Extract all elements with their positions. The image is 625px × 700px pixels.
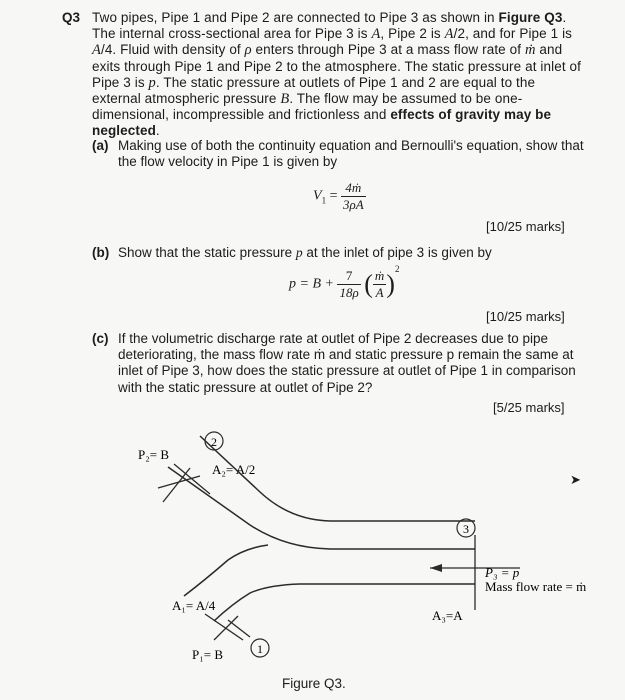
p1-label: P₁= B [192, 647, 224, 662]
intro-text: . The flow may be assumed to be one-dimensional, incompressible and frictionless and [92, 91, 523, 123]
eq-b-right-paren: ) [386, 269, 395, 299]
eq-a-numerator: 4ṁ [341, 180, 366, 197]
figure-caption: Figure Q3. [282, 676, 346, 691]
var-b: B [280, 91, 290, 108]
mouse-cursor-icon: ➤ [570, 472, 581, 487]
pipe2-section-cross [174, 464, 210, 494]
mass-flow-label: Mass flow rate = ṁ [485, 579, 587, 594]
pipe1-section-cross-2 [228, 620, 250, 637]
eq-b-paren-numerator: ṁ [374, 268, 385, 283]
p2-label: P₂= B [138, 447, 170, 462]
eq-b-left-paren: ( [364, 269, 373, 299]
a1-label: A₁= A/4 [172, 598, 216, 613]
var-p: p [148, 74, 156, 91]
intro-text: , Pipe 2 is [380, 26, 445, 42]
part-c-marks: [5/25 marks] [493, 400, 565, 415]
eq-a-denominator: 3ρA [342, 197, 364, 212]
intro-text: . The internal cross-sectional area for Pipe 3 is [92, 10, 567, 42]
intro-text: /2, and for Pipe 1 is [453, 26, 573, 42]
part-b-text-pre: Show that the static pressure [118, 245, 296, 260]
var-a: A [371, 26, 381, 43]
var-a: A [444, 26, 454, 43]
part-c-text: If the volumetric discharge rate at outlet of Pipe 2 decreases due to pipe deteriorating, the mass flow rate ṁ and static pressure p remain the same at inlet of Pipe 3, how does the static pressure at outlet of Pipe 1 in comparison with the static pressure at outlet of Pipe 2? [118, 331, 576, 395]
intro-text: Two pipes, Pipe 1 and Pipe 2 are connected to Pipe 3 as shown in [92, 10, 499, 25]
eq-a-sub: 1 [321, 195, 327, 206]
pipe2-number: 2 [211, 435, 217, 449]
pipe1-number: 1 [257, 642, 263, 656]
pipe2-upper-wall [168, 467, 475, 549]
intro-text: . [155, 123, 160, 139]
p3-label: P₃ = p [485, 565, 520, 580]
eq-b-numerator: 7 [337, 268, 360, 285]
flow-arrowhead-pipe3 [430, 564, 442, 572]
var-mdot: ṁ [524, 42, 536, 59]
a2-label: A₂= A/2 [212, 462, 256, 477]
part-c-label: (c) [92, 331, 109, 346]
var-rho: ρ [244, 42, 252, 59]
intro-text: /4. Fluid with density of [100, 42, 245, 58]
part-a-label: (a) [92, 138, 109, 153]
question-number: Q3 [62, 10, 81, 25]
eq-b-denominator: 18ρ [339, 285, 359, 300]
eq-b-paren-denominator: A [375, 285, 384, 300]
part-b-marks: [10/25 marks] [486, 309, 565, 324]
part-a-marks: [10/25 marks] [486, 219, 565, 234]
intro-text: and exits through Pipe 1 and Pipe 2 to the atmosphere. The static pressure at inlet of Pipe 3 is [92, 42, 581, 90]
figure-reference: Figure Q3 [498, 10, 563, 25]
var-a: A [92, 42, 101, 59]
part-b-label: (b) [92, 245, 110, 260]
pipe1-outer-wall [184, 545, 268, 596]
eq-a-equals: = [329, 188, 338, 204]
intro-text: enters through Pipe 3 at a mass flow rate of [251, 42, 525, 58]
eq-b-power: 2 [394, 264, 400, 275]
a3-label: A₃=A [432, 608, 463, 623]
eq-a-lhs: V [313, 188, 322, 204]
part-b-text-post: at the inlet of pipe 3 is given by [302, 245, 492, 260]
eq-b-lhs: p = B + [289, 276, 334, 292]
pipe1-section-cross [214, 616, 238, 640]
pipe3-number: 3 [463, 522, 469, 536]
intro-text: . The static pressure at outlets of Pipe 1 and 2 are equal to the external atmospheric pressure [92, 74, 536, 107]
var-p: p [295, 245, 303, 260]
part-a-text: Making use of both the continuity equation and Bernoulli's equation, show that the flow velocity in Pipe 1 is given by [118, 138, 584, 170]
gravity-emphasis: effects of gravity may be neglected [92, 107, 552, 139]
